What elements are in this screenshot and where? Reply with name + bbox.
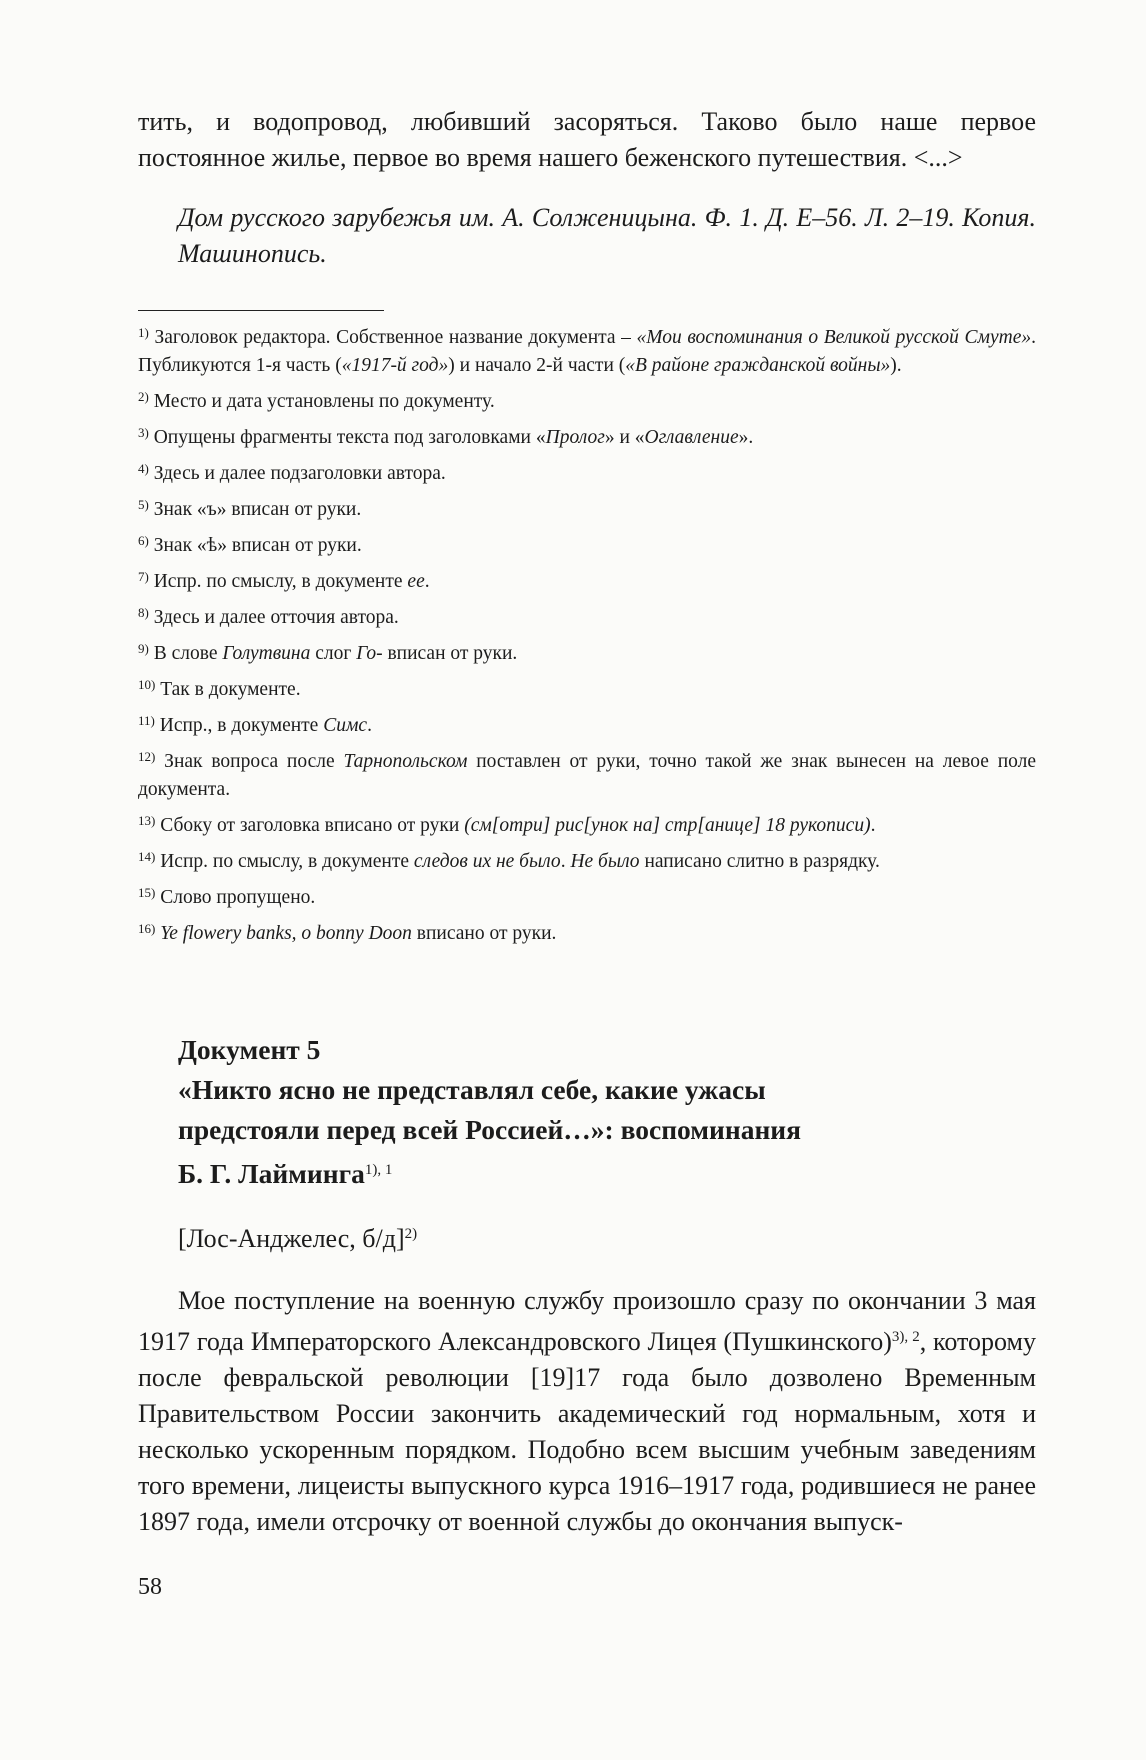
footnote-italic-text: ее (407, 571, 425, 592)
footnote-item (138, 319, 1036, 380)
footnote-number: 1) (138, 325, 149, 340)
footnote-text: ». (738, 427, 754, 448)
footnote-number: 3) (138, 425, 149, 440)
footnote-text: вписано от руки. (411, 923, 557, 944)
footnote-text: Испр., в документе (159, 715, 324, 736)
footnote-item (138, 491, 1036, 524)
footnote-number: 4) (138, 461, 149, 476)
footnote-text: . (560, 851, 571, 872)
footnote-text: Испр. по смыслу, в документе (160, 851, 414, 872)
footnote-text: . Публикуются 1-я часть ( (138, 327, 1036, 376)
footnote-number: 7) (138, 569, 149, 584)
footnote-italic-text: следов их не было (413, 851, 561, 872)
footnote-italic-text: Тарнопольском (343, 751, 468, 772)
body-text-part: Мое поступление на военную службу произошло сразу по окончании 3 мая 1917 года Императорского Александровского Лицея (Пушкинского) (138, 1286, 1036, 1356)
body-text-part: , которому после февральской революции [19]17 года было дозволено Временным Правительством России закончить академический год нормальным, хотя и несколько ускоренным порядком. Подобно всем высшим учебным заведениям того времени, лицеисты выпускного курса 1916–1917 года, родившиеся не ранее 1897 года, имели отсрочку от военной службы до окончания выпуск- (138, 1327, 1037, 1536)
book-page (138, 104, 1036, 1540)
footnote-italic-text: Ye flowery banks, o bonny Doon (160, 923, 412, 944)
footnote-item (138, 563, 1036, 596)
document-body (138, 1283, 1036, 1540)
footnote-text: Испр. по смыслу, в документе (153, 571, 408, 592)
footnote-text: поставлен от руки, точно такой же знак вынесен на левое поле документа. (138, 751, 1037, 800)
footnote-item (138, 879, 1036, 912)
footnote-item (138, 743, 1036, 804)
footnote-item (138, 843, 1036, 876)
place-date-text: [Лос-Анджелес, б/д] (178, 1224, 405, 1253)
footnote-text: . (424, 571, 430, 592)
footnotes-list (138, 319, 1036, 948)
footnote-item (138, 527, 1036, 560)
footnote-text: Заголовок редактора. Собственное название документа – (154, 327, 637, 348)
footnote-italic-text: Оглавление (644, 427, 739, 448)
footnote-number: 8) (138, 605, 149, 620)
footnote-text: Слово пропущено. (160, 887, 316, 908)
footnote-number: 2) (138, 389, 149, 404)
footnote-text: ). (890, 355, 902, 376)
document-label: Документ 5 (178, 1034, 321, 1065)
footnote-item (138, 635, 1036, 668)
footnote-italic-text: «1917-й год» (341, 355, 449, 376)
author-name: Б. Г. Лайминга (178, 1158, 365, 1189)
footnote-text: Место и дата установлены по документу. (153, 391, 495, 412)
place-date (138, 1216, 1036, 1257)
footnote-text: Здесь и далее подзаголовки автора. (153, 463, 446, 484)
footnote-text: » и « (604, 427, 645, 448)
document-title-line (178, 1150, 1036, 1194)
footnote-text: Знак вопроса после (164, 751, 344, 772)
footnote-number: 11) (138, 713, 155, 728)
footnote-text: вписан от руки. (382, 643, 518, 664)
footnote-text: . (367, 715, 372, 736)
footnote-ref: 2) (404, 1226, 418, 1242)
footnote-number: 15) (138, 885, 156, 900)
footnote-text: В слове (153, 643, 223, 664)
footnote-item (138, 671, 1036, 704)
footnote-item (138, 419, 1036, 452)
footnote-italic-text: «Мои воспоминания о Великой русской Смуте» (636, 327, 1032, 348)
footnote-italic-text: (см[отри] рис[унок на] стр[анице] 18 рукописи) (464, 815, 871, 836)
footnote-text: Здесь и далее отточия автора. (153, 607, 399, 628)
footnote-item (138, 707, 1036, 740)
footnote-italic-text: Симс (323, 715, 368, 736)
footnote-number: 5) (138, 497, 149, 512)
footnote-italic-text: «В районе гражданской войны» (625, 355, 891, 376)
footnote-text: ) и начало 2-й части ( (448, 355, 626, 376)
footnote-number: 9) (138, 641, 149, 656)
footnote-italic-text: Голутвина (222, 643, 311, 664)
footnote-italic-text: Го- (356, 643, 383, 664)
footnote-italic-text: Не было (570, 851, 640, 872)
footnote-text: . (870, 815, 876, 836)
archive-source: Дом русского зарубежья им. А. Солженицына. Ф. 1. Д. Е–56. Л. 2–19. Копия. Машинопись. (178, 203, 1036, 268)
footnote-item (138, 807, 1036, 840)
footnote-text: Опущены фрагменты текста под заголовками « (153, 427, 546, 448)
footnote-number: 12) (138, 749, 156, 764)
footnote-number: 13) (138, 813, 156, 828)
document-heading (138, 1030, 1036, 1194)
footnote-number: 10) (138, 677, 156, 692)
footnote-number: 6) (138, 533, 149, 548)
footnote-separator (138, 310, 384, 311)
page-number: 58 (138, 1574, 162, 1600)
footnote-italic-text: Пролог (545, 427, 605, 448)
footnote-text: написано слитно в разрядку. (639, 851, 880, 872)
footnote-item (138, 455, 1036, 488)
footnote-text: Знак «ѣ» вписан от руки. (153, 535, 362, 556)
continued-paragraph: тить, и водопровод, любивший засоряться. Таково было наше первое постоянное жилье, первое во время нашего беженского путешествия. <...> (138, 107, 1036, 172)
footnote-number: 16) (138, 921, 156, 936)
footnote-item (138, 599, 1036, 632)
footnote-item (138, 383, 1036, 416)
footnote-ref: 3), 2 (891, 1329, 920, 1345)
footnote-ref: 1), 1 (364, 1162, 393, 1178)
footnote-item (138, 915, 1036, 948)
document-title-line: предстояли перед всей Россией…»: воспоминания (178, 1114, 802, 1145)
footnote-text: Сбоку от заголовка вписано от руки (160, 815, 465, 836)
document-title-line: «Никто ясно не представлял себе, какие ужасы (178, 1074, 766, 1105)
footnote-text: слог (310, 643, 357, 664)
footnote-text: Знак «ъ» вписан от руки. (153, 499, 362, 520)
footnote-text: Так в документе. (160, 679, 301, 700)
footnote-number: 14) (138, 849, 156, 864)
